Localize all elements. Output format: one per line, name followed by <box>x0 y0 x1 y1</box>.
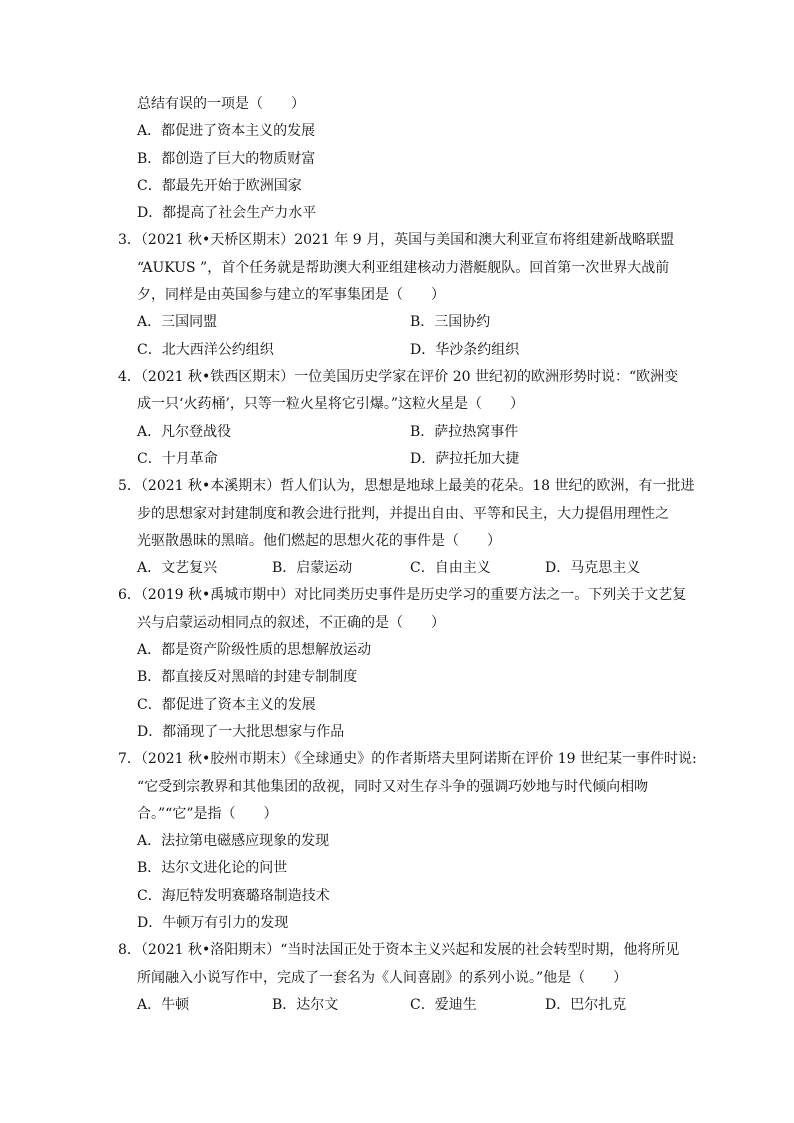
q5-stem-line3: 光驱散愚昧的黑暗。他们燃起的思想火花的事件是（ ） <box>137 533 501 549</box>
q8-option-b: B．达尔文 <box>272 997 339 1013</box>
q8-option-a: A．牛顿 <box>137 997 190 1013</box>
q6-stem-line2: 兴与启蒙运动相同点的叙述，不正确的是（ ） <box>137 615 445 631</box>
q3-option-a: A．三国同盟 <box>137 314 218 330</box>
q5-option-b: B．启蒙运动 <box>272 560 353 576</box>
q6-option-c: C．都促进了资本主义的发展 <box>137 697 316 713</box>
q4-stem-line2: 成一只‘火药桶’，只等一粒火星将它引爆。”这粒火星是（ ） <box>137 396 525 412</box>
q4-option-d: D．萨拉托加大捷 <box>410 451 520 467</box>
q3-option-d: D．华沙条约组织 <box>410 342 520 358</box>
q8-stem-line1: 8．（2021 秋•洛阳期末）“当时法国正处于资本主义兴起和发展的社会转型时期，他将所见 <box>118 942 680 958</box>
q5-stem-line2: 步的思想家对封建制度和教会进行批判，并提出自由、平等和民主，大力提倡用理性之 <box>137 506 669 522</box>
q3-stem-line3: 夕，同样是由英国参与建立的军事集团是（ ） <box>137 287 445 303</box>
q3-stem-line1: 3．（2021 秋•天桥区期末）2021 年 9 月，英国与美国和澳大利亚宣布将组建新战略联盟 <box>118 232 675 248</box>
q7-option-b: B．达尔文进化论的问世 <box>137 860 288 876</box>
q4-option-a: A．凡尔登战役 <box>137 424 232 440</box>
q3-option-c: C．北大西洋公约组织 <box>137 342 274 358</box>
q7-stem-line2: “它受到宗教界和其他集团的敌视，同时又对生存斗争的强调巧妙地与时代倾向相吻 <box>137 779 649 795</box>
q7-stem-line3: 合。”“它”是指（ ） <box>137 806 278 822</box>
q7-stem-line1: 7．（2021 秋•胶州市期末）《全球通史》的作者斯塔夫里阿诺斯在评价 19 世纪某一事件时说: <box>118 751 697 767</box>
q5-option-c: C．自由主义 <box>410 560 491 576</box>
q3-option-b: B．三国协约 <box>410 314 491 330</box>
q2-option-b: B．都创造了巨大的物质财富 <box>137 151 316 167</box>
q5-stem-line1: 5．（2021 秋•本溪期末）哲人们认为，思想是地球上最美的花朵。18 世纪的欧洲，有一批进 <box>118 478 695 494</box>
q4-stem-line1: 4．（2021 秋•铁西区期末）一位美国历史学家在评价 20 世纪初的欧洲形势时说：“欧洲变 <box>118 369 679 385</box>
q2-option-c: C．都最先开始于欧洲国家 <box>137 178 302 194</box>
q6-option-b: B．都直接反对黑暗的封建专制制度 <box>137 669 358 685</box>
q6-option-a: A．都是资产阶级性质的思想解放运动 <box>137 642 372 658</box>
q8-stem-line2: 所闻融入小说写作中，完成了一套名为《人间喜剧》的系列小说。”他是（ ） <box>137 970 628 986</box>
q7-option-d: D．牛顿万有引力的发现 <box>137 915 289 931</box>
q5-option-d: D．马克思主义 <box>545 560 641 576</box>
q2-option-d: D．都提高了社会生产力水平 <box>137 205 317 221</box>
q8-option-d: D．巴尔扎克 <box>545 997 627 1013</box>
q7-option-c: C．海厄特发明赛璐珞制造技术 <box>137 888 330 904</box>
q2-option-a: A．都促进了资本主义的发展 <box>137 123 316 139</box>
q4-option-c: C．十月革命 <box>137 451 218 467</box>
q6-option-d: D．都涌现了一大批思想家与作品 <box>137 724 345 740</box>
q8-option-c: C．爱迪生 <box>410 997 477 1013</box>
q7-option-a: A．法拉第电磁感应现象的发现 <box>137 833 330 849</box>
q3-stem-line2: “AUKUS ”，首个任务就是帮助澳大利亚组建核动力潜艇舰队。回首第一次世界大战前 <box>137 260 670 276</box>
q6-stem-line1: 6．（2019 秋•禹城市期中）对比同类历史事件是历史学习的重要方法之一。下列关于文艺复 <box>118 587 687 603</box>
q2-stem-tail: 总结有误的一项是（ ） <box>137 96 305 112</box>
q4-option-b: B．萨拉热窝事件 <box>410 424 519 440</box>
q5-option-a: A．文艺复兴 <box>137 560 218 576</box>
